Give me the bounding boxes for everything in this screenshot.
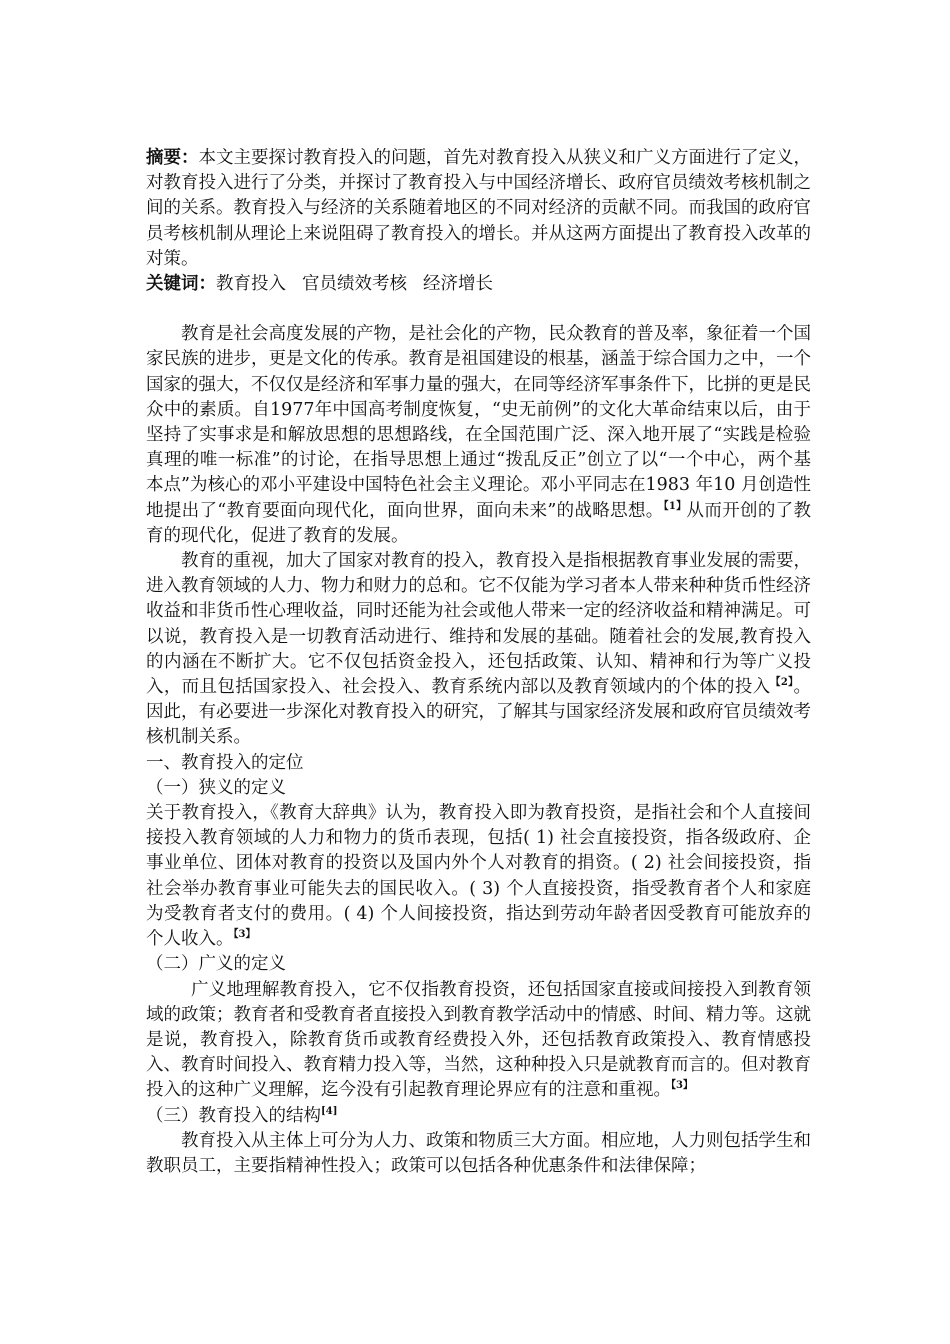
citation-2: 【2】 [770, 677, 794, 689]
citation-3a: 【3】 [233, 929, 256, 941]
citation-1: 【1】 [663, 500, 687, 512]
intro-p2-tail: 。因此，有必要进一步深化对教育投入的研究，了解其与国家经济发展和政府官员绩效考核机制关系。 [146, 677, 811, 748]
subsection-3-heading [146, 1104, 811, 1129]
subsection-2-paragraph [146, 978, 811, 1104]
subsection-2-heading: （二）广义的定义 [146, 954, 286, 975]
keyword-3: 经济增长 [423, 274, 493, 295]
keyword-1: 教育投入 [216, 274, 286, 295]
intro-paragraph-2 [146, 549, 811, 751]
intro-paragraph-1 [146, 322, 811, 549]
keyword-2: 官员绩效考核 [302, 274, 407, 295]
intro-p1-text: 教育是社会高度发展的产物，是社会化的产物，民众教育的普及率，象征着一个国家民族的进步，更是文化的传承。教育是祖国建设的根基，涵盖于综合国力之中，一个国家的强大，不仅仅是经济和军事力量的强大，在同等经济军事条件下，比拼的更是民众中的素质。自1977年中国高考制度恢复，“史无前例”的文化大革命结束以后，由于坚持了实事求是和解放思想的思想路线，在全国范围广泛、深入地开展了“实践是检验真理的唯一标准”的讨论，在指导思想上通过“拨乱反正”创立了以“一个中心，两个基本点”为核心的邓小平建设中国特色社会主义理论。邓小平同志在1983 年10 月创造性地提出了“教育要面向现代化，面向世界，面向未来”的战略思想。 [146, 324, 811, 521]
blank-line [146, 297, 811, 322]
abstract-text: 本文主要探讨教育投入的问题，首先对教育投入从狭义和广义方面进行了定义，对教育投入进行了分类，并探讨了教育投入与中国经济增长、政府官员绩效考核机制之间的关系。教育投入与经济的关系随着地区的不同对经济的贡献不同。而我国的政府官员考核机制从理论上来说阻碍了教育投入的增长。并从这两方面提出了教育投入改革的对策。 [146, 148, 811, 269]
document-page [146, 146, 811, 1179]
subsection-3-title: （三）教育投入的结构 [146, 1105, 321, 1126]
keywords-line [146, 272, 811, 297]
section-1-heading: 一、教育投入的定位 [146, 752, 304, 773]
citation-3b: 【3】 [671, 1080, 693, 1092]
intro-p2-text: 教育的重视，加大了国家对教育的投入，教育投入是指根据教育事业发展的需要，进入教育领域的人力、物力和财力的总和。它不仅能为学习者本人带来种种货币性经济收益和非货币性心理收益，同时还能为社会或他人带来一定的经济收益和精神满足。可以说，教育投入是一切教育活动进行、维持和发展的基础。随着社会的发展,教育投入的内涵在不断扩大。它不仅包括资金投入，还包括政策、认知、精神和行为等广义投入，而且包括国家投入、社会投入、教育系统内部以及教育领域内的个体的投入 [146, 551, 811, 698]
subsection-1-text: 关于教育投入，《教育大辞典》认为，教育投入即为教育投资，是指社会和个人直接间接投入教育领域的人力和物力的货币表现，包括( 1) 社会直接投资，指各级政府、企事业单位、团体对教育的投资以及国内外个人对教育的捐资。( 2) 社会间接投资，指社会举办教育事业可能失去的国民收入。( 3) 个人直接投资，指受教育者个人和家庭为受教育者支付的费用。( 4) 个人间接投资，指达到劳动年龄者因受教育可能放弃的个人收入。 [146, 803, 811, 950]
subsection-3-paragraph: 教育投入从主体上可分为人力、政策和物质三大方面。相应地，人力则包括学生和教职员工，主要指精神性投入；政策可以包括各种优惠条件和法律保障； [146, 1130, 811, 1176]
abstract-paragraph [146, 146, 811, 272]
subsection-1-paragraph [146, 801, 811, 952]
subsection-1-heading: （一）狭义的定义 [146, 777, 286, 798]
subsection-2-text: 广义地理解教育投入，它不仅指教育投资，还包括国家直接或间接投入到教育领域的政策；教育者和受教育者直接投入到教育教学活动中的情感、时间、精力等。这就是说，教育投入，除教育货币或教育经费投入外，还包括教育政策投入、教育情感投入、教育时间投入、教育精力投入等，当然，这种种投入只是就教育而言的。但对教育投入的这种广义理解，迄今没有引起教育理论界应有的注意和重视。 [146, 979, 811, 1101]
abstract-label: 摘要： [146, 148, 199, 168]
keywords-label: 关键词： [146, 274, 216, 295]
citation-4: [4] [321, 1105, 338, 1117]
intro-p1-tail: 从而开创的了教育的现代化，促进了教育的发展。 [146, 500, 811, 546]
